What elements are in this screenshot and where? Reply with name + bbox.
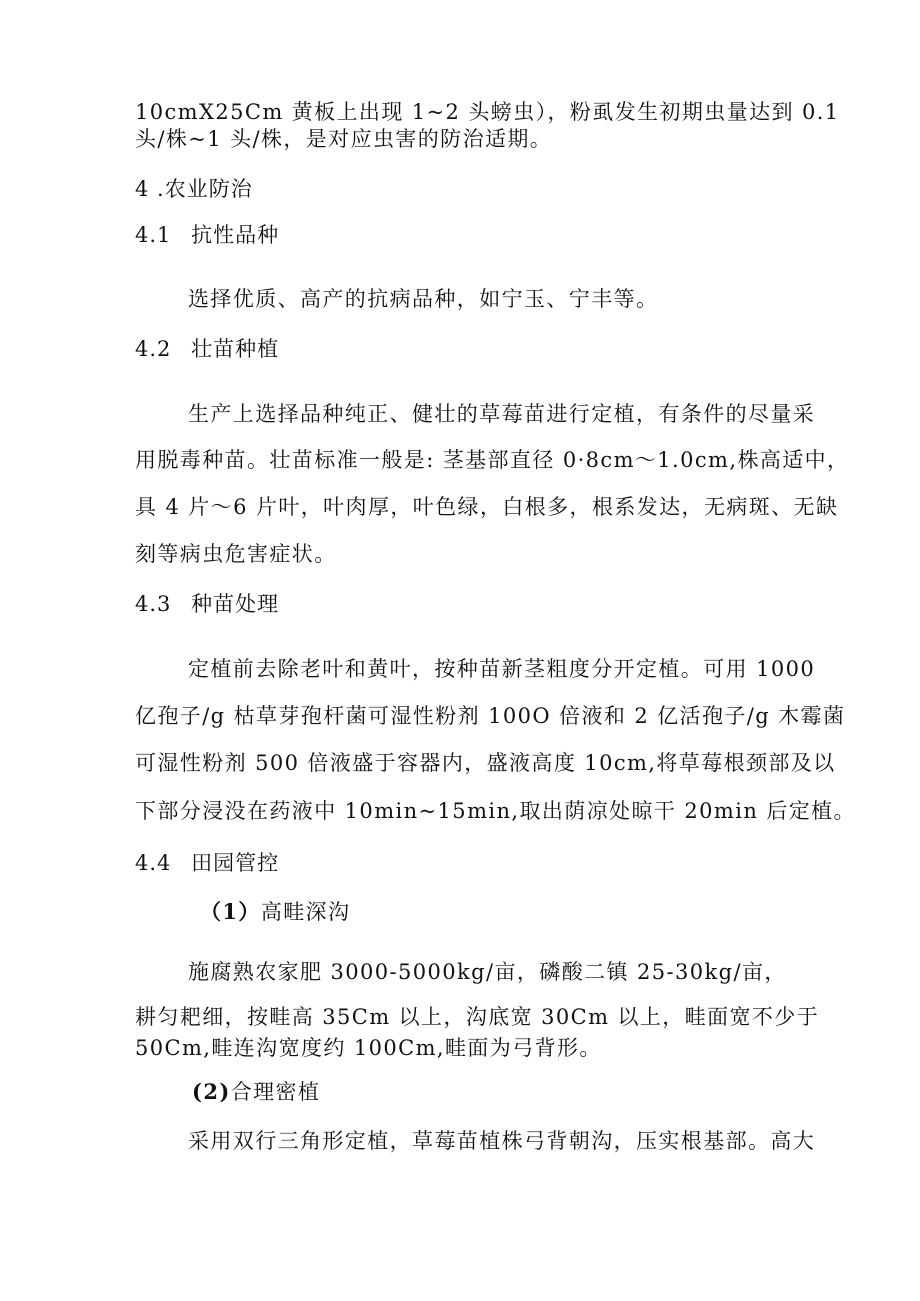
section-number: 4.1 [135,223,172,247]
subsection-1-heading [200,897,350,927]
section-title: 田园管控 [191,851,280,875]
subsection-title: 合理密植 [230,1080,321,1104]
section-4-3-line-3: 可湿性粉剂 500 倍液盛于容器内，盛液高度 10cm,将草莓根颈部及以 [135,751,836,775]
section-title: 种苗处理 [191,592,280,616]
section-4-3-line-2: 亿孢子/g 枯草芽孢杆菌可湿性粉剂 100O 倍液和 2 亿活孢子/g 木霉菌 [135,704,846,728]
section-4-2-heading [135,334,279,364]
section-number: 4.4 [135,851,172,875]
subsection-label: （1） [200,899,261,924]
section-title: 抗性品种 [191,223,280,247]
section-title: 壮苗种植 [191,337,280,361]
section-4-1-paragraph: 选择优质、高产的抗病品种，如宁玉、宁丰等。 [188,287,659,311]
continuation-line-2: 头/株~1 头/株，是对应虫害的防治适期。 [135,127,553,151]
subsection-1-line-1: 施腐熟农家肥 3000-5000kg/亩，磷酸二镇 25-30kg/亩， [188,960,787,984]
section-number: 4.3 [135,592,172,616]
subsection-2-line-1: 采用双行三角形定植，草莓苗植株弓背朝沟，压实根基部。高大 [188,1129,816,1153]
subsection-label: (2) [192,1079,231,1104]
section-4-3-line-1: 定植前去除老叶和黄叶，按种苗新茎粗度分开定植。可用 1000 [188,657,816,681]
section-4-2-line-4: 刻等病虫危害症状。 [135,542,337,566]
subsection-title: 高畦深沟 [260,900,351,924]
continuation-line-1: 10cmX25Cm 黄板上出现 1~2 头螃虫），粉虱发生初期虫量达到 0.1 [135,100,840,124]
subsection-1-line-3: 50Cm,畦连沟宽度约 100Cm,畦面为弓背形。 [135,1036,602,1060]
section-4-3-line-4: 下部分浸没在药液中 10min~15min,取出荫凉处晾干 20min 后定植。 [135,799,856,823]
section-4-2-line-1: 生产上选择品种纯正、健壮的草莓苗进行定植，有条件的尽量采 [188,402,816,426]
section-4-2-line-3: 具 4 片～6 片叶，叶肉厚，叶色绿，白根多，根系发达，无病斑、无缺 [135,495,839,519]
subsection-1-line-2: 耕匀耙细，按畦高 35Cm 以上，沟底宽 30Cm 以上，畦面宽不少于 [135,1005,820,1029]
section-4-3-heading [135,589,279,619]
section-4-2-line-2: 用脱毒种苗。壮苗标准一般是: 茎基部直径 0·8cm～1.0cm,株高适中， [135,448,850,472]
subsection-2-heading [192,1077,320,1107]
section-4-heading: 4 .农业防治 [135,177,253,201]
section-number: 4.2 [135,337,172,361]
section-4-1-heading [135,220,279,250]
section-4-4-heading [135,848,279,878]
